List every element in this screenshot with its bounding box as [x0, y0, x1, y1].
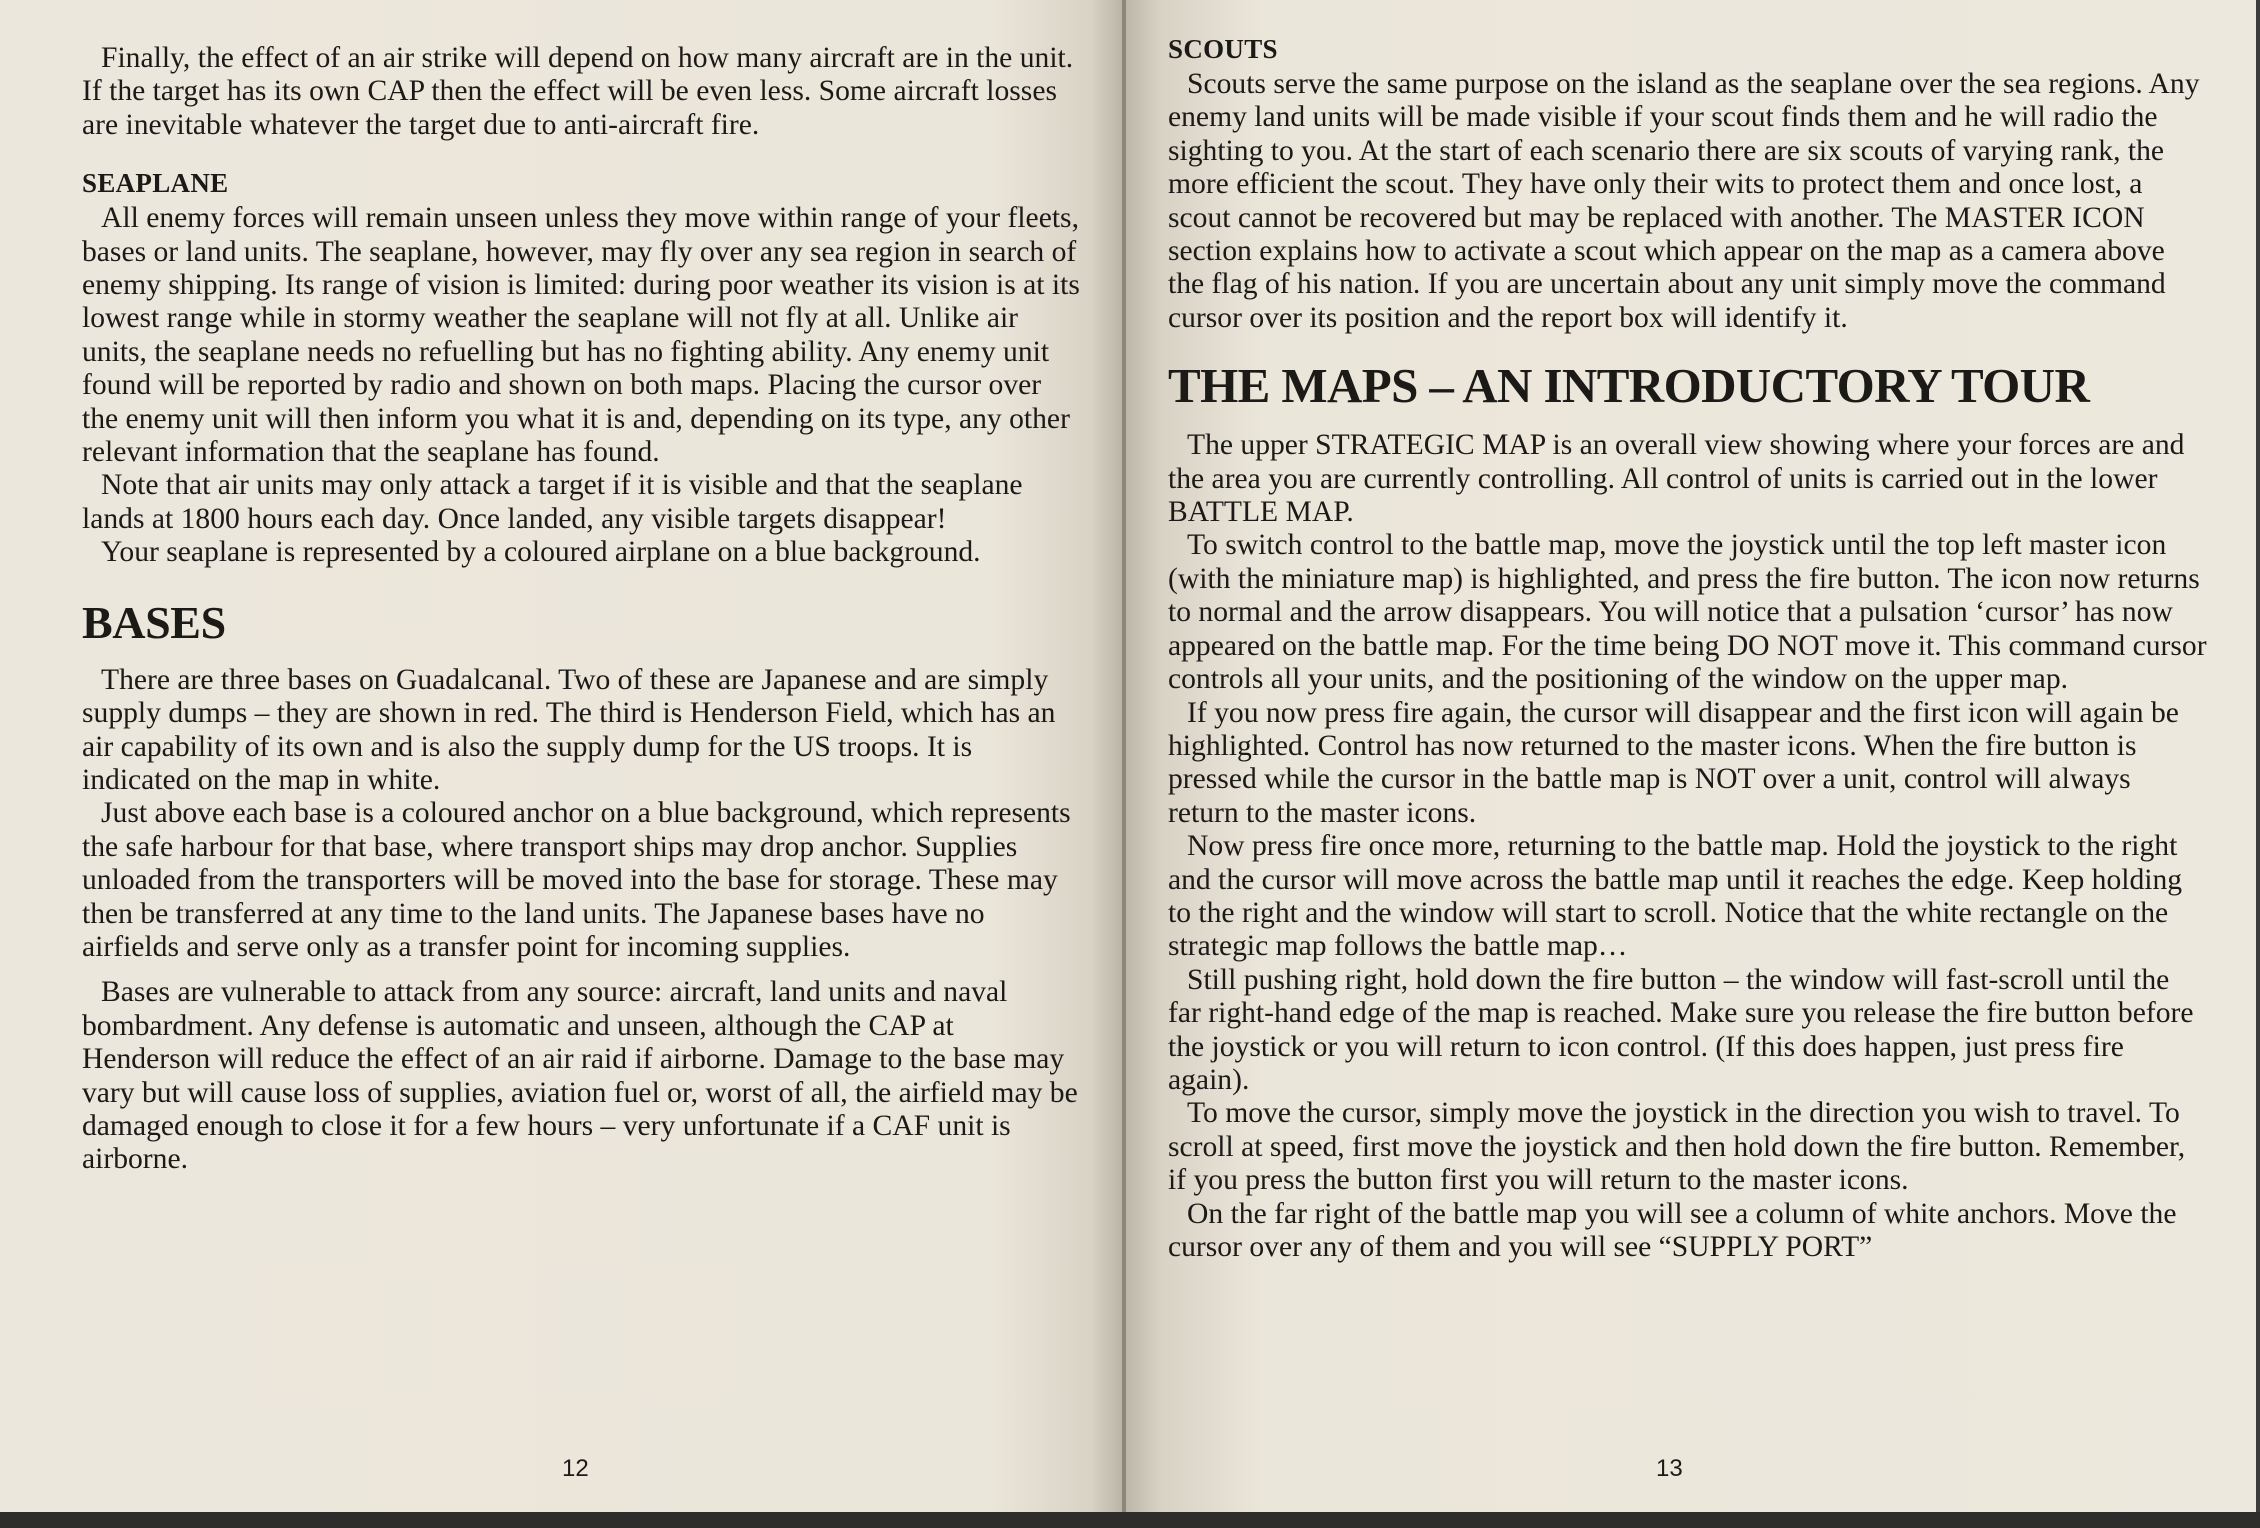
bases-paragraph-3: Bases are vulnerable to attack from any source: aircraft, land units and naval bombardment. Any defense is automatic and unseen, although the CAP at Henderson will reduce the effect of an air raid if airborne. Damage to the base may vary but will cause loss of supplies, aviation fuel or, worst of all, the airfield may be damaged enough to close it for a few hours – very unfortunate if a CAF unit is airborne.: [82, 976, 1078, 1176]
maps-heading: THE MAPS – AN INTRODUCTORY TOUR: [1168, 358, 2090, 414]
page-number-right: 13: [1656, 1455, 1683, 1482]
right-page: [1126, 0, 2256, 1512]
scan-bottom-edge: [0, 1512, 2260, 1528]
maps-paragraph-6: To move the cursor, simply move the joystick in the direction you wish to travel. To scroll at speed, first move the joystick and then hold down the fire button. Remember, if you press the button first you will return to the master icons.: [1168, 1097, 2186, 1197]
maps-paragraph-5: Still pushing right, hold down the fire button – the window will fast-scroll until the far right-hand edge of the map is reached. Make sure you release the fire button before the joystick or you will return to icon control. (If this does happen, just press fire again).: [1168, 963, 2194, 1096]
bases-heading: BASES: [82, 596, 226, 648]
intro-paragraph: Finally, the effect of an air strike will depend on how many aircraft are in the unit. If the target has its own CAP then the effect will be even less. Some aircraft losses are inevitable whatever the target due to anti-aircraft fire.: [82, 42, 1074, 141]
scouts-paragraph-1: Scouts serve the same purpose on the island as the seaplane over the sea regions. Any enemy land units will be made visible if your scout finds them and he will radio the sighting to you. At the start of each scenario there are six scouts of varying rank, the more efficient the scout. They have only their wits to protect them and once lost, a scout cannot be recovered but may be replaced with another. The MASTER ICON section explains how to activate a scout which appear on the map as a camera above the flag of his nation. If you are uncertain about any unit simply move the command cursor over its position and the report box will identify it.: [1168, 68, 2200, 334]
maps-paragraph-4: Now press fire once more, returning to the battle map. Hold the joystick to the right and the cursor will move across the battle map until it reaches the edge. Keep holding to the right and the window will start to scroll. Notice that the white rectangle on the strategic map follows the battle map…: [1168, 830, 2183, 963]
maps-paragraph-3: If you now press fire again, the cursor will disappear and the first icon will again be highlighted. Control has now returned to the master icons. When the fire button is pressed while the cursor in the battle map is NOT over a unit, control will always return to the master icons.: [1168, 696, 2179, 829]
seaplane-paragraph-3: Your seaplane is represented by a coloured airplane on a blue background.: [101, 536, 981, 569]
page-number-left: 12: [562, 1455, 589, 1482]
maps-paragraph-7: On the far right of the battle map you will see a column of white anchors. Move the cursor over any of them and you will see “SUPPLY PORT”: [1168, 1197, 2177, 1263]
left-page-text-column: [82, 42, 1082, 1177]
right-page-text-column: [1168, 34, 2208, 1264]
seaplane-heading: SEAPLANE: [82, 168, 229, 199]
bases-paragraph-2: Just above each base is a coloured anchor on a blue background, which represents the safe harbour for that base, where transport ships may drop anchor. Supplies unloaded from the transporters will be moved into the base for storage. These may then be transferred at any time to the land units. The Japanese bases have no airfields and serve only as a transfer point for incoming supplies.: [82, 797, 1071, 963]
seaplane-paragraph-2: Note that air units may only attack a target if it is visible and that the seaplane lands at 1800 hours each day. Once landed, any visible targets disappear!: [82, 469, 1023, 535]
left-page: [0, 0, 1124, 1512]
maps-paragraph-1: The upper STRATEGIC MAP is an overall view showing where your forces are and the area you are currently controlling. All control of units is carried out in the lower BATTLE MAP.: [1168, 429, 2185, 529]
scouts-heading: SCOUTS: [1168, 34, 1278, 64]
maps-paragraph-2: To switch control to the battle map, move the joystick until the top left master icon (with the miniature map) is highlighted, and press the fire button. The icon now returns to normal and the arrow disappears. You will notice that a pulsation ‘cursor’ has now appeared on the battle map. For the time being DO NOT move it. This command cursor controls all your units, and the positioning of the window on the upper map.: [1168, 529, 2207, 696]
seaplane-paragraph-1: All enemy forces will remain unseen unless they move within range of your fleets, bases or land units. The seaplane, however, may fly over any sea region in search of enemy shipping. Its range of vision is limited: during poor weather its vision is at its lowest range while in stormy weather the seaplane will not fly at all. Unlike air units, the seaplane needs no refuelling but has no fighting ability. Any enemy unit found will be reported by radio and shown on both maps. Placing the cursor over the enemy unit will then inform you what it is and, depending on its type, any other relevant information that the seaplane has found.: [82, 202, 1080, 469]
bases-paragraph-1: There are three bases on Guadalcanal. Two of these are Japanese and are simply supply dumps – they are shown in red. The third is Henderson Field, which has an air capability of its own and is also the supply dump for the US troops. It is indicated on the map in white.: [82, 663, 1056, 796]
